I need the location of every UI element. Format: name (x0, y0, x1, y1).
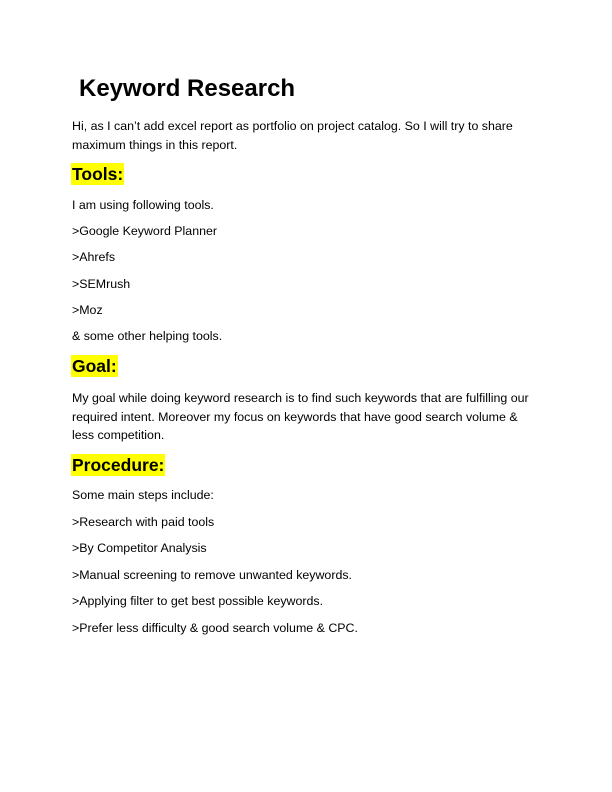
intro-paragraph: Hi, as I can’t add excel report as portfolio on project catalog. So I will try to share maximum things in this report. (72, 119, 513, 152)
tools-line: & some other helping tools. (72, 329, 223, 343)
procedure-line: >Research with paid tools (72, 515, 215, 529)
tools-line: >Google Keyword Planner (72, 224, 217, 238)
goal-paragraph: My goal while doing keyword research is to find such keywords that are fulfilling our required intent. Moreover my focus on keywords that have good search volume & less competition. (72, 391, 529, 442)
tools-line: I am using following tools. (72, 198, 214, 212)
procedure-line: Some main steps include: (72, 488, 214, 502)
procedure-line: >Prefer less difficulty & good search volume & CPC. (72, 621, 358, 635)
procedure-line: >Applying filter to get best possible keywords. (72, 594, 324, 608)
tools-line: >Ahrefs (72, 250, 116, 264)
tools-line: >SEMrush (72, 277, 131, 291)
procedure-line: >By Competitor Analysis (72, 541, 207, 555)
procedure-line: >Manual screening to remove unwanted keywords. (72, 568, 352, 582)
goal-heading: Goal: (72, 356, 117, 376)
page-title: Keyword Research (79, 75, 296, 102)
tools-line: >Moz (72, 303, 103, 317)
tools-heading: Tools: (72, 164, 124, 184)
procedure-heading: Procedure: (72, 455, 165, 475)
